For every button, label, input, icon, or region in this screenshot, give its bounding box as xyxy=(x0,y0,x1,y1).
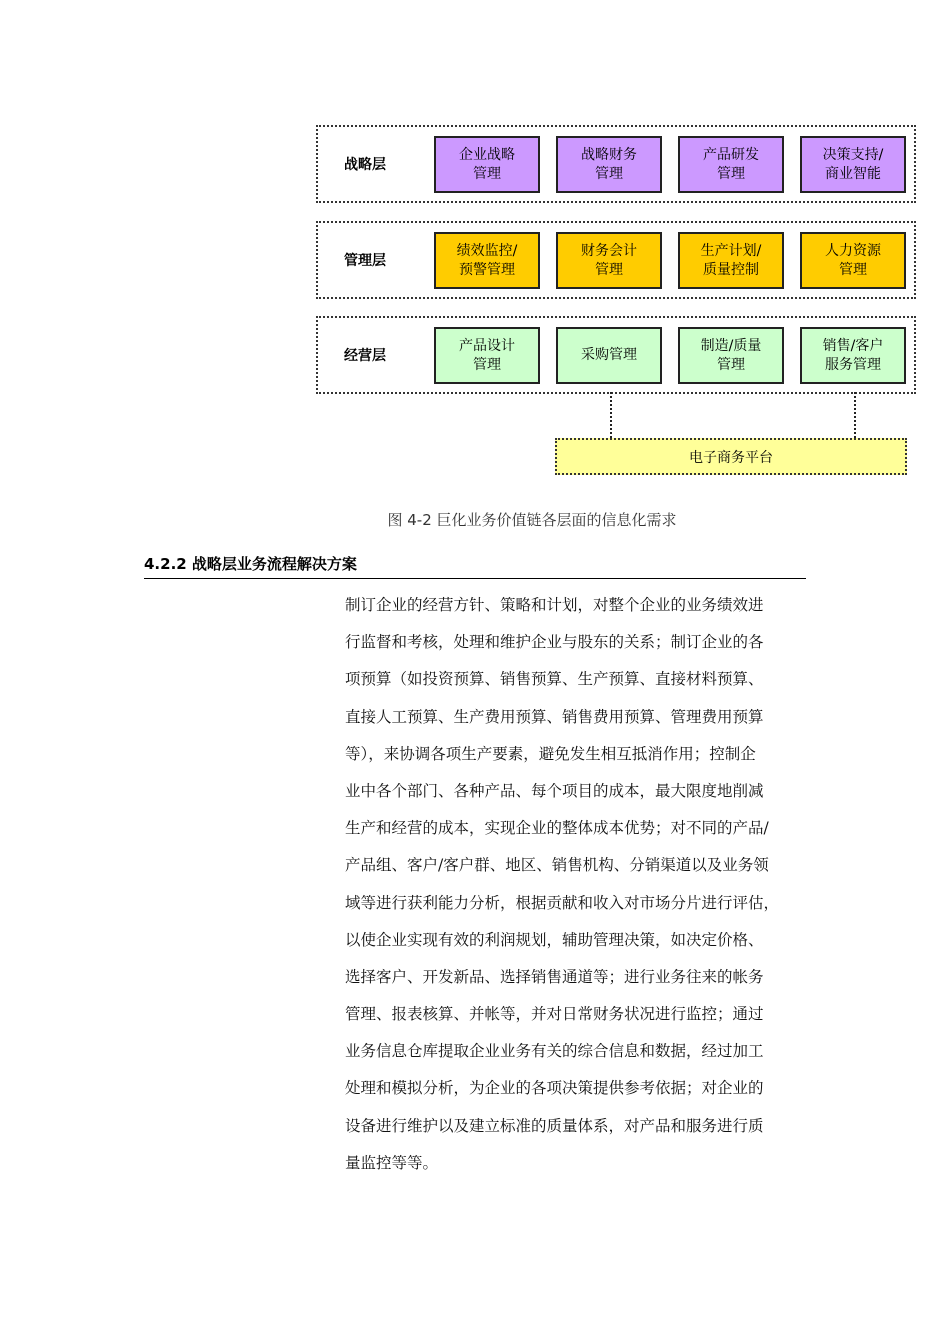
section-heading: 4.2.2 战略层业务流程解决方案 xyxy=(144,553,806,579)
box-enterprise-strategy: 企业战略 管理 xyxy=(434,136,540,193)
layer-operations xyxy=(316,316,916,394)
box-product-design: 产品设计 管理 xyxy=(434,327,540,384)
text-line: 产品组、客户/客户群、地区、销售机构、分销渠道以及业务领 xyxy=(345,856,769,875)
text-line: 设备进行维护以及建立标准的质量体系，对产品和服务进行质 xyxy=(345,1116,764,1135)
text-line: 行监督和考核，处理和维护企业与股东的关系；制订企业的各 xyxy=(345,633,764,652)
text-line: 处理和模拟分析，为企业的各项决策提供参考依据；对企业的 xyxy=(345,1079,764,1098)
box-financial-accounting: 财务会计 管理 xyxy=(556,232,662,289)
ecommerce-platform: 电子商务平台 xyxy=(555,438,907,475)
layer-management xyxy=(316,221,916,299)
box-procurement: 采购管理 xyxy=(556,327,662,384)
text-line: 选择客户、开发新品、选择销售通道等；进行业务往来的帐务 xyxy=(345,967,764,986)
box-manufacturing-quality: 制造/质量 管理 xyxy=(678,327,784,384)
layer-label: 战略层 xyxy=(344,157,386,173)
box-decision-support: 决策支持/ 商业智能 xyxy=(800,136,906,193)
layer-label: 管理层 xyxy=(344,253,386,269)
text-line: 量监控等等。 xyxy=(345,1153,439,1172)
text-line: 以使企业实现有效的利润规划，辅助管理决策，如决定价格、 xyxy=(345,930,764,949)
layer-strategy xyxy=(316,125,916,203)
connector-line xyxy=(610,392,612,438)
figure-caption: 图 4-2 巨化业务价值链各层面的信息化需求 xyxy=(387,511,677,529)
text-line: 业务信息仓库提取企业业务有关的综合信息和数据，经过加工 xyxy=(345,1042,764,1061)
text-line: 直接人工预算、生产费用预算、销售费用预算、管理费用预算 xyxy=(345,707,764,726)
text-line: 生产和经营的成本，实现企业的整体成本优势；对不同的产品/ xyxy=(345,819,769,838)
box-production-planning: 生产计划/ 质量控制 xyxy=(678,232,784,289)
box-sales-service: 销售/客户 服务管理 xyxy=(800,327,906,384)
layer-label: 经营层 xyxy=(344,348,386,364)
text-line: 制订企业的经营方针、策略和计划，对整个企业的业务绩效进 xyxy=(345,596,764,614)
text-line: 项预算（如投资预算、销售预算、生产预算、直接材料预算、 xyxy=(345,670,764,689)
text-line: 管理、报表核算、并帐等，并对日常财务状况进行监控；通过 xyxy=(345,1005,764,1024)
text-line: 等），来协调各项生产要素，避免发生相互抵消作用；控制企 xyxy=(345,744,756,763)
box-performance-monitoring: 绩效监控/ 预警管理 xyxy=(434,232,540,289)
connector-line xyxy=(854,392,856,438)
box-product-rd: 产品研发 管理 xyxy=(678,136,784,193)
body-paragraph xyxy=(345,590,815,1185)
text-line: 业中各个部门、各种产品、每个项目的成本，最大限度地削减 xyxy=(345,781,764,800)
text-line: 域等进行获利能力分析，根据贡献和收入对市场分片进行评估， xyxy=(345,893,780,912)
box-strategic-finance: 战略财务 管理 xyxy=(556,136,662,193)
box-human-resources: 人力资源 管理 xyxy=(800,232,906,289)
